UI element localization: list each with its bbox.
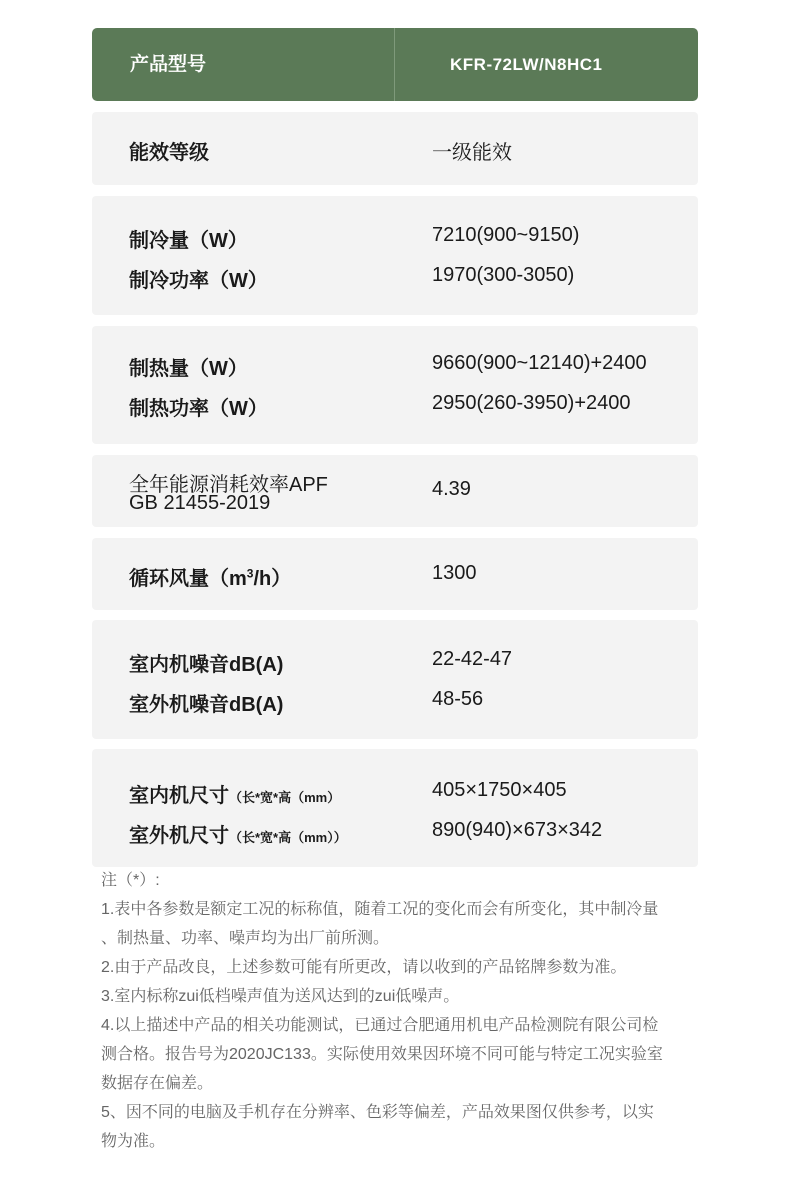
cooling-power-value: 1970(300-3050) — [432, 264, 575, 286]
heating-power-label: 制热功率（W） — [129, 398, 268, 420]
airflow-label: 循环风量$(m^3/h)$ — [129, 566, 292, 590]
outdoor-noise-label: 室外机噪音dB(A) — [129, 694, 284, 716]
indoor-size-value: 405×1750×405 — [432, 779, 567, 801]
note-line: 2.由于产品改良，上述参数可能有所更改，请以收到的产品铭牌参数为准。 — [101, 959, 627, 976]
cooling-capacity-value: 7210(900~9150) — [432, 224, 580, 246]
note-line: 5、因不同的电脑及手机存在分辨率、色彩等偏差，产品效果图仅供参考，以实 — [101, 1104, 654, 1121]
note-line: 4.以上描述中产品的相关功能测试，已通过合肥通用机电产品检测院有限公司检 — [101, 1017, 659, 1034]
heating-power-value: 2950(260-3950)+2400 — [432, 392, 631, 414]
model-value: KFR-72LW/N8HC1 — [450, 55, 603, 74]
airflow-value: 1300 — [432, 562, 477, 584]
note-line: 物为准。 — [101, 1133, 166, 1150]
note-line: 数据存在偏差。 — [101, 1075, 214, 1092]
row-dimensions — [92, 749, 698, 867]
outdoor-noise-value: 48-56 — [432, 688, 484, 710]
note-title: 注（*）: — [101, 872, 160, 889]
spec-header — [92, 28, 698, 101]
indoor-size-label: 室内机尺寸（长*宽*高（mm） — [129, 785, 341, 807]
cooling-capacity-label: 制冷量（W） — [129, 230, 248, 252]
cooling-power-label: 制冷功率（W） — [129, 270, 268, 292]
apf-label: 全年能源消耗效率APF — [129, 474, 328, 496]
note-line: 1.表中各参数是额定工况的标称值，随着工况的变化而会有所变化，其中制冷量 — [101, 901, 659, 918]
note-line: 3.室内标称zui低档噪声值为送风达到的zui低噪声。 — [101, 988, 460, 1005]
energy-grade-label: 能效等级 — [129, 142, 209, 164]
apf-standard: GB 21455-2019 — [129, 492, 271, 514]
apf-value: 4.39 — [432, 478, 471, 500]
header-divider — [394, 28, 395, 101]
outdoor-size-label: 室外机尺寸（长*宽*高（mm）） — [129, 825, 347, 847]
row-energy-grade — [92, 112, 698, 185]
note-line: 测合格。报告号为2020JC133。实际使用效果因环境不同可能与特定工况实验室 — [101, 1046, 663, 1063]
indoor-noise-label: 室内机噪音dB(A) — [129, 654, 284, 676]
model-label: 产品型号 — [130, 54, 207, 75]
footnotes — [101, 866, 711, 1156]
note-line: 、制热量、功率、噪声均为出厂前所测。 — [101, 930, 390, 947]
row-heating — [92, 326, 698, 444]
row-airflow — [92, 538, 698, 610]
row-cooling — [92, 196, 698, 315]
energy-grade-value: 一级能效 — [432, 142, 512, 164]
row-apf — [92, 455, 698, 527]
row-noise — [92, 620, 698, 739]
heating-capacity-label: 制热量（W） — [129, 358, 248, 380]
heating-capacity-value: 9660(900~12140)+2400 — [432, 352, 647, 374]
outdoor-size-value: 890(940)×673×342 — [432, 819, 603, 841]
indoor-noise-value: 22-42-47 — [432, 648, 513, 670]
